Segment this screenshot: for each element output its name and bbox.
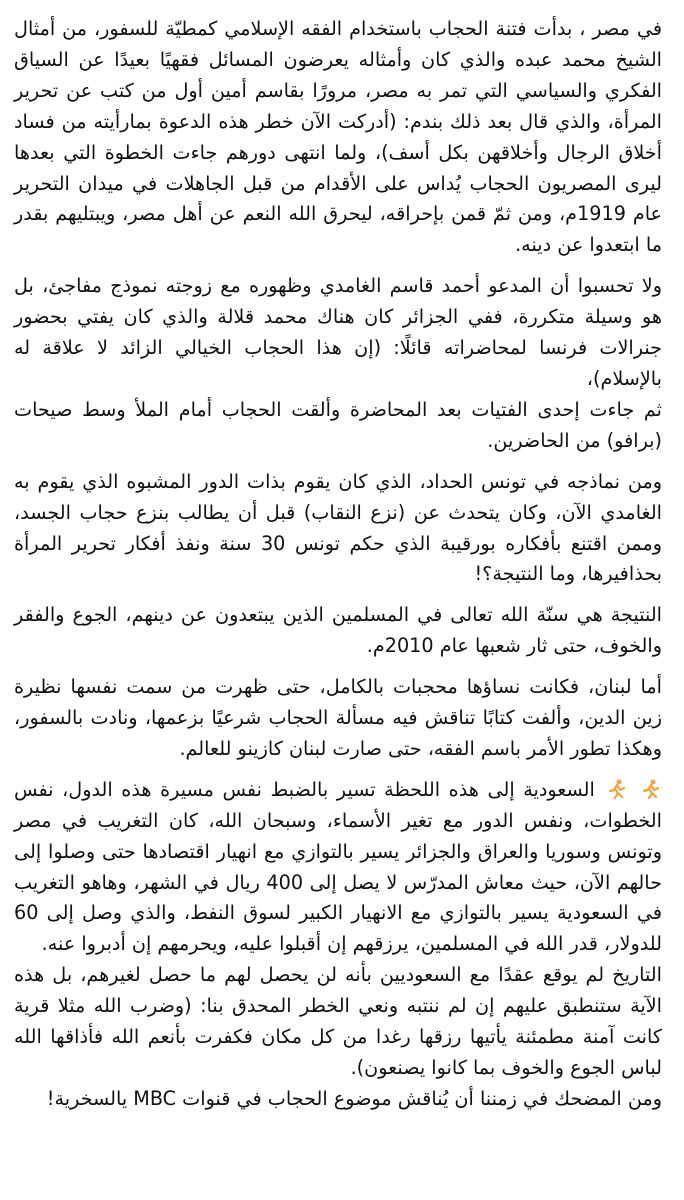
runner-emoji-icon <box>606 778 628 800</box>
paragraph-text: النتيجة هي سنّة الله تعالى في المسلمين الذين يبتعدون عن دينهم، الجوع والفقر والخوف، حتى ثار شعبها عام 2010م. <box>14 603 662 658</box>
paragraph-text: ومن المضحك في زمننا أن يُناقش موضوع الحجاب في قنوات MBC يالسخرية! <box>46 1086 662 1110</box>
paragraph-conclusion <box>14 1084 662 1115</box>
paragraph-tunisia <box>14 467 662 591</box>
paragraph-result <box>14 600 662 662</box>
runner-emoji-icon <box>640 778 662 800</box>
paragraph-text: في مصر ، بدأت فتنة الحجاب باستخدام الفقه الإسلامي كمطيّة للسفور، من أمثال الشيخ محمد عبده والذي كان وأمثاله يعرضون المسائل فقهيًا بعيدًا عن السياق الفكري والسياسي التي تمر به مصر، مرورًا بقاسم أمين أول من كتب عن تحرير المرأة، والذي قال بعد ذلك بندم: (أدركت الآن خطر هذه الدعوة بمارأيته من فساد أخلاق الرجال وأخلاقهن بكل أسف)، ولما انتهى دورهم جاءت الخطوة التي بعدها ليرى المصريون الحجاب يُداس على الأقدام من قبل الجاهلات في ميدان التحرير عام 1919م، ومن ثمّ قمن بإحراقه، ليحرق الله النعم عن أهل مصر، ويبتليهم بقدر ما ابتعدوا عن دينه. <box>14 17 663 257</box>
paragraph-lebanon <box>14 672 662 765</box>
paragraph-algeria-continued <box>14 395 662 457</box>
paragraph-algeria <box>14 271 662 395</box>
paragraph-text: أما لبنان، فكانت نساؤها محجبات بالكامل، حتى ظهرت من سمت نفسها نظيرة زين الدين، وألفت كتابًا تناقش فيه مسألة الحجاب شرعيًا بزعمها، ونادت بالسفور، وهكذا تطور الأمر باسم الفقه، حتى صارت لبنان كازينو للعالم. <box>14 675 662 760</box>
paragraph-egypt <box>14 14 662 261</box>
paragraph-text: التاريخ لم يوقع عقدًا مع السعوديين بأنه لن يحصل لهم ما حصل لغيرهم، بل هذه الآية ستنطبق عليهم إن لم ننتبه ونعي الخطر المحدق بنا: (وضرب الله مثلا قرية كانت آمنة مطمئنة يأتيها رزقها رغدا من كل مكان فكفرت بأنعم الله فأذاقها الله لباس الجوع والخوف بما كانوا يصنعون). <box>14 963 662 1079</box>
paragraph-history <box>14 960 662 1084</box>
paragraph-text: ثم جاءت إحدى الفتيات بعد المحاضرة وألقت الحجاب أمام الملأ وسط صيحات (برافو) من الحاضرين. <box>14 397 662 452</box>
paragraph-text: ولا تحسبوا أن المدعو أحمد قاسم الغامدي وظهوره مع زوجته نموذج مفاجئ، بل هو وسيلة متكررة، ففي الجزائر كان هناك محمد قلالة والذي كان يفتي بحضور جنرالات فرنسا لمحاضراته قائلًا: (إن هذا الحجاب الخيالي الزائد لا علاقة له بالإسلام)، <box>14 274 662 390</box>
paragraph-text: ومن نماذجه في تونس الحداد، الذي كان يقوم بذات الدور المشبوه الذي يقوم به الغامدي الآن، وكان يتحدث عن (نزع النقاب) قبل أن يطالب بنزع حجاب الجسد، وممن اقتنع بأفكاره بورقيبة الذي حكم تونس 30 سنة ونفذ أفكار تحرير المرأة بحذافيرها، وما النتيجة؟! <box>14 469 662 586</box>
paragraph-saudi <box>14 775 662 960</box>
paragraph-text: السعودية إلى هذه اللحظة تسير بالضبط نفس مسيرة هذه الدول، نفس الخطوات، ونفس الدور مع تغير الأسماء، وسبحان الله، كان التغريب في مصر وتونس وسوريا والعراق والجزائر يسير بالتوازي مع انهيار اقتصادها حتى وصلوا إلى حالهم الآن، حيث معاش المدرّس لا يصل إلى 400 ريال في الشهر، وهاهو التغريب في السعودية يسير بالتوازي مع الانهيار الكبير لسوق النفط، والذي وصل إلى 60 للدولار، قدر الله في المسلمين، يرزقهم إن أقبلوا عليه، ويحرمهم إن أدبروا عنه. <box>14 777 662 956</box>
